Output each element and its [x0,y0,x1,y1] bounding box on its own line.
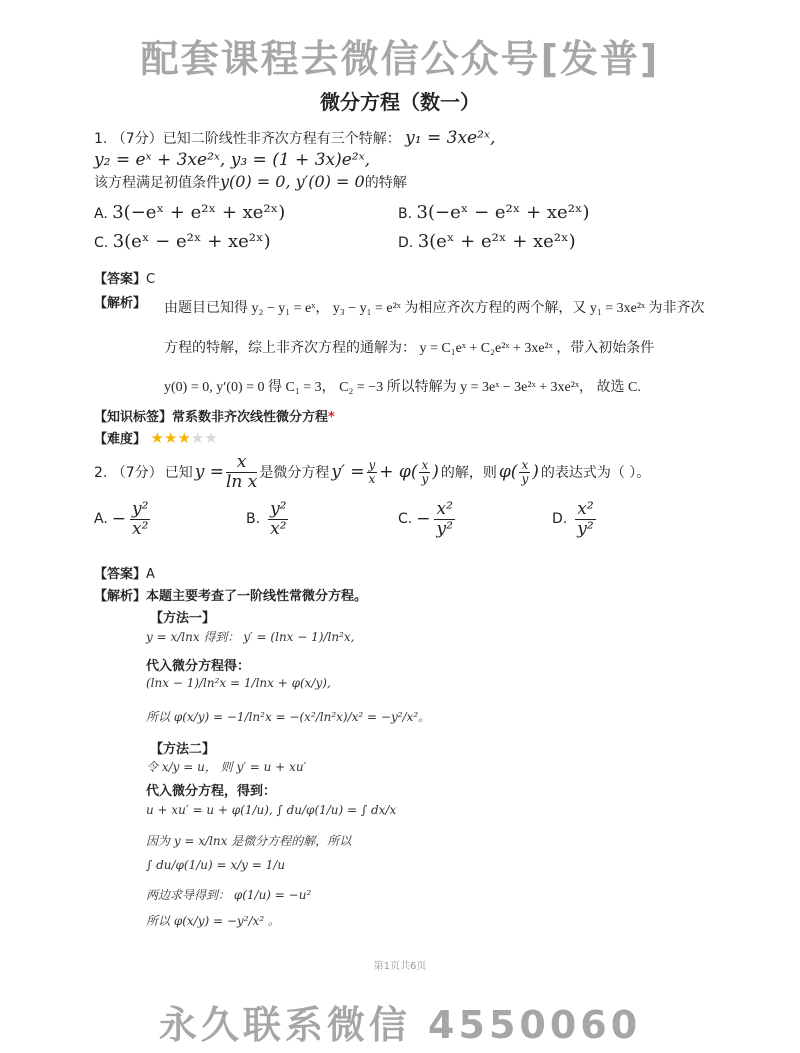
q1-analysis-line3: y(0) = 0, y′(0) = 0 得 C₁ = 3， C₂ = −3 所以特解为 y = 3eˣ − 3e²ˣ + 3xe²ˣ， 故选 C. [164,380,641,395]
option-label: B. [246,511,261,528]
difficulty-label: 【难度】 [94,432,147,447]
method1-title: 【方法一】 [150,611,216,626]
q2-step7: u + xu′ = u + φ(1/u), ∫ du/φ(1/u) = ∫ dx/x [146,803,397,817]
frac-den: ln x [225,471,258,492]
frac-num: x [421,457,429,472]
tags-value: 常系数非齐次线性微分方程 [172,410,329,425]
frac-num: x [226,453,257,473]
option-label: A. [94,206,108,222]
frac-num: y² [132,499,149,519]
option-label: D. [398,235,414,251]
q2-m2-frac2 [419,459,430,486]
q2-option-c[interactable] [398,500,455,538]
analysis-intro: 本题主要考查了一阶线性常微分方程。 [146,589,368,604]
q2-m2-end: ) [432,462,439,483]
q1-analysis-line2: 方程的特解，综上非齐次方程的通解为： y = C₁eˣ + C₂e²ˣ + 3xe²ˣ ，带入初始条件 [164,341,655,356]
q2-m3: φ( [498,462,518,483]
q1-stem-line1 [94,128,495,148]
frac-num: y [368,457,376,472]
q2-m3-frac [519,459,530,486]
option-label: D. [552,511,568,528]
star-icon: ★ [190,429,205,447]
analysis-label: 【解析】 [94,589,147,604]
q2-m3-end: ) [532,462,539,483]
answer-label: 【答案】 [94,567,147,582]
q1-line3-b: 的特解 [364,175,407,191]
q1-stem-line3 [94,172,407,192]
star-icon: ★ [150,429,164,447]
q1-option-b[interactable] [398,202,590,223]
q2-m2-frac1 [367,459,378,486]
q1-head: 1. （7分）已知二阶线性非齐次方程有三个特解： [94,131,401,147]
frac-den: y [421,471,429,486]
frac-num: x² [436,499,453,519]
frac-num: x [521,457,529,472]
answer-value: C [146,272,156,287]
option-frac [575,500,595,538]
frac-den: x [368,471,376,486]
q1-option-c[interactable] [94,231,271,252]
q2-step1: y = x/lnx 得到： y′ = (lnx − 1)/ln²x, [146,630,355,644]
q1-answer [94,268,155,287]
frac-num: y² [270,499,287,519]
q2-analysis [94,585,367,604]
tags-mark: * [328,410,335,425]
star-icon: ★ [204,429,218,447]
option-frac [434,500,454,538]
answer-label: 【答案】 [94,272,147,287]
q2-step11: 所以 φ(x/y) = −y²/x² 。 [146,914,280,928]
q2-stem [94,453,650,491]
q2-step2: 代入微分方程得： [146,659,251,674]
q2-option-a[interactable] [94,500,150,538]
watermark-top: 配套课程去微信公众号[发普] [140,37,660,81]
option-label: C. [398,511,413,528]
q2-m1-lhs: y = [194,462,224,483]
option-label: A. [94,511,108,528]
option-frac [130,500,150,538]
q1-line3-m: y(0) = 0, y′(0) = 0 [220,172,365,191]
q2-t1: 已知 [164,465,193,482]
frac-den: x² [270,518,287,539]
option-sign: − [416,509,431,530]
q1-y1: y₁ = 3xe²ˣ, [405,128,496,148]
q1-tags [94,406,335,425]
frac-den: y [521,471,529,486]
option-label: C. [94,235,109,251]
option-label: B. [398,206,413,222]
q2-step9: ∫ du/φ(1/u) = x/y = 1/u [146,858,286,872]
q2-m2: y′ = [331,462,365,483]
q1-analysis-label: 【解析】 [94,296,147,311]
star-icon: ★ [177,429,191,447]
frac-den: x² [132,518,149,539]
page-title: 微分方程（数一） [320,90,480,114]
q2-option-d[interactable] [552,500,596,538]
q1-difficulty [94,428,218,447]
q2-t2: 是微分方程 [259,465,330,482]
q1-line3-a: 该方程满足初值条件 [94,175,220,191]
method2-title: 【方法二】 [150,742,216,757]
option-math: 3(eˣ + e²ˣ + xe²ˣ) [417,231,576,252]
q2-option-b[interactable] [246,500,288,538]
q1-analysis-line1: 由题目已知得 y₂ − y₁ = eˣ， y₃ − y₁ = e²ˣ 为相应齐次方程的两个解，又 y₁ = 3xe²ˣ 为非齐次 [164,301,705,316]
option-sign: − [111,509,127,530]
q1-stem-line2: y₂ = eˣ + 3xe²ˣ, y₃ = (1 + 3x)e²ˣ, [94,150,371,170]
q2-step10: 两边求导得到： φ(1/u) = −u² [146,888,312,902]
q2-step5: 令 x/y = u， 则 y′ = u + xu′ [146,760,307,774]
frac-num: x² [577,499,594,519]
q2-head: 2. （7分） [94,465,163,482]
q2-m1-frac [226,453,257,491]
option-frac [268,500,288,538]
q2-step8: 因为 y = x/lnx 是微分方程的解，所以 [146,834,352,848]
q2-step3: (lnx − 1)/ln²x = 1/lnx + φ(x/y), [146,676,331,690]
tags-label: 【知识标签】 [94,410,173,425]
q2-t3: 的解，则 [440,465,497,482]
option-math: 3(eˣ − e²ˣ + xe²ˣ) [112,231,271,252]
page-footer: 第1页共6页 [373,961,427,972]
q2-step4: 所以 φ(x/y) = −1/ln²x = −(x²/ln²x)/x² = −y²/x²。 [146,710,431,724]
difficulty-stars [150,429,218,447]
frac-den: y² [577,518,594,539]
answer-value: A [146,567,155,582]
q1-option-d[interactable] [398,231,576,252]
q2-t4: 的表达式为（ ）。 [540,465,651,482]
q2-step6: 代入微分方程，得到： [146,784,277,799]
option-math: 3(−eˣ − e²ˣ + xe²ˣ) [416,202,590,223]
star-icon: ★ [164,429,178,447]
option-math: 3(−eˣ + e²ˣ + xe²ˣ) [112,202,286,223]
frac-den: y² [436,518,453,539]
q1-option-a[interactable] [94,202,285,223]
q2-m2-mid: + φ( [379,462,418,483]
watermark-bottom: 永久联系微信 4550060 [158,1003,642,1047]
q2-answer [94,563,155,582]
